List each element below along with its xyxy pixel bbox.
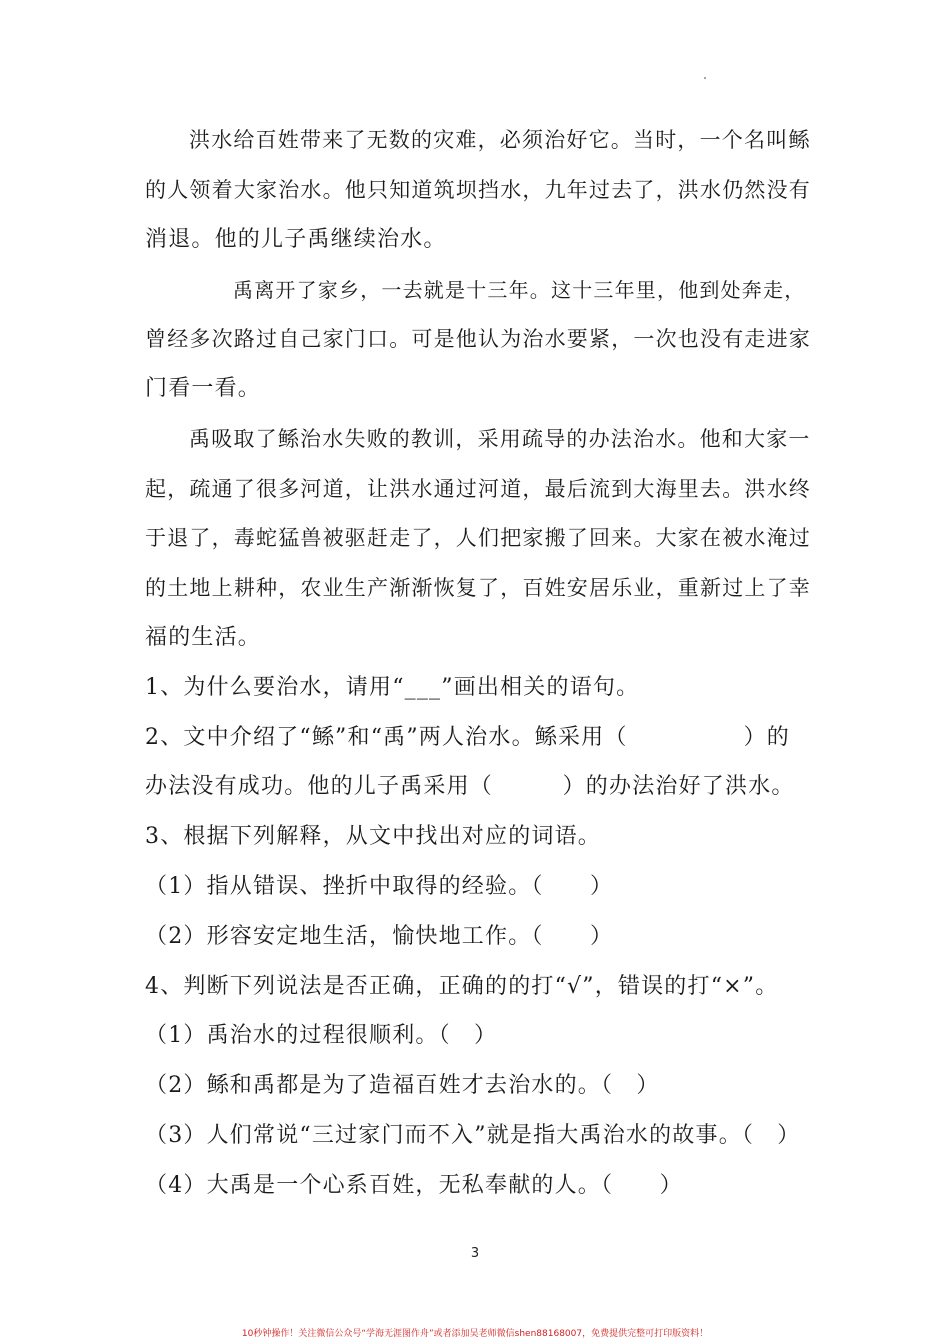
passage-p2-line-2: 曾经多次路过自己家门口。可是他认为治水要紧，一次也没有走进家 bbox=[145, 327, 811, 351]
passage-p1-line-1: 洪水给百姓带来了无数的灾难，必须治好它。当时，一个名叫鲧 bbox=[189, 128, 811, 152]
passage-p1-line-2: 的人领着大家治水。他只知道筑坝挡水，九年过去了，洪水仍然没有 bbox=[145, 178, 811, 202]
question-3: 3、根据下列解释，从文中找出对应的词语。 bbox=[145, 824, 601, 849]
page-number: 3 bbox=[470, 1246, 480, 1261]
question-3-item-2: （2）形容安定地生活，愉快地工作。（ ） bbox=[145, 924, 614, 949]
question-2-line-2: 办法没有成功。他的儿子禹采用（ ）的办法治好了洪水。 bbox=[145, 774, 795, 799]
passage-p3-line-4: 的土地上耕种，农业生产渐渐恢复了，百姓安居乐业，重新过上了幸 bbox=[145, 576, 811, 600]
passage-p2-line-3: 门看一看。 bbox=[145, 376, 262, 401]
passage-p3-line-3: 于退了，毒蛇猛兽被驱赶走了，人们把家搬了回来。大家在被水淹过 bbox=[145, 526, 811, 550]
question-4-item-2: （2）鲧和禹都是为了造福百姓才去治水的。（ ） bbox=[145, 1073, 660, 1098]
scan-dot bbox=[704, 77, 706, 79]
passage-p3-line-1: 禹吸取了鲧治水失败的教训，采用疏导的办法治水。他和大家一 bbox=[189, 427, 811, 451]
question-4: 4、判断下列说法是否正确，正确的的打“√”，错误的打“×”。 bbox=[145, 974, 779, 999]
question-3-item-1: （1）指从错误、挫折中取得的经验。（ ） bbox=[145, 874, 614, 899]
question-1: 1、为什么要治水，请用“___”画出相关的语句。 bbox=[145, 675, 640, 700]
passage-p3-line-2: 起，疏通了很多河道，让洪水通过河道，最后流到大海里去。洪水终 bbox=[145, 477, 811, 501]
passage-p1-line-3: 消退。他的儿子禹继续治水。 bbox=[145, 227, 447, 252]
passage-p2-line-1: 禹离开了家乡，一去就是十三年。这十三年里，他到处奔走， bbox=[233, 278, 806, 302]
question-4-item-3: （3）人们常说“三过家门而不入”就是指大禹治水的故事。（ ） bbox=[145, 1123, 801, 1148]
passage-p3-line-5: 福的生活。 bbox=[145, 625, 262, 650]
question-4-item-1: （1）禹治水的过程很顺利。（ ） bbox=[145, 1023, 498, 1048]
question-2-line-1: 2、文中介绍了“鲧”和“禹”两人治水。鲧采用（ ）的 bbox=[145, 725, 790, 750]
question-4-item-4: （4）大禹是一个心系百姓，无私奉献的人。（ ） bbox=[145, 1173, 683, 1198]
footer-note: 10秒钟操作！关注微信公众号“学海无涯图作舟”或者添加吴老师微信shen88168007，免费提供完整可打印版资料！ bbox=[241, 1329, 709, 1339]
